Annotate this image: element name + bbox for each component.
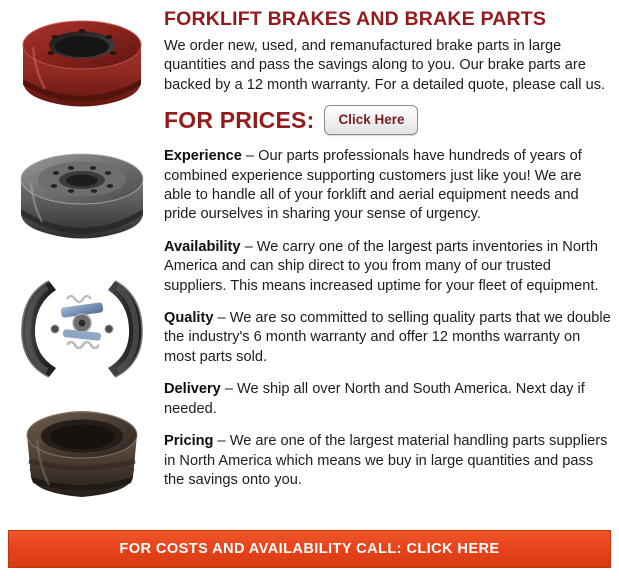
grey-brake-drum-photo <box>8 142 156 260</box>
section-experience <box>164 147 613 225</box>
section-delivery <box>164 380 613 419</box>
red-brake-drum-photo <box>8 6 156 134</box>
section-experience-body: Our parts professionals have hundreds of years of combined experience supporting customers just like you! We are able to handle all of your forklift and aerial equipment needs and pride ourselves in sharing your sense of urgency. <box>164 148 582 223</box>
article-content <box>164 0 613 503</box>
prices-call-to-action <box>164 105 613 135</box>
section-availability <box>164 238 613 296</box>
intro-paragraph: We order new, used, and remanufactured brake parts in large quantities and pass the savings along to you. Our brake parts are backed by a 12 month warranty. For a detailed quote, please call us. <box>164 38 606 93</box>
section-quality-dash: – <box>213 310 230 327</box>
red-brake-drum-illustration <box>9 7 155 133</box>
product-image-column <box>0 0 160 520</box>
section-delivery-dash: – <box>220 381 238 398</box>
brake-shoe-set-photo <box>8 268 156 390</box>
section-quality <box>164 309 613 367</box>
section-quality-body: We are so committed to selling quality parts that we double the industry's 6 month warranty and offer 12 months warranty on most parts sold. <box>164 310 611 365</box>
section-availability-heading: Availability <box>164 238 241 255</box>
section-delivery-heading: Delivery <box>164 381 221 398</box>
for-prices-label: FOR PRICES: <box>164 106 315 133</box>
section-pricing-body: We are one of the largest material handling parts suppliers in North America which means we buy in large quantities and pass the savings onto you. <box>164 433 608 488</box>
dark-brake-drum-illustration <box>9 399 155 519</box>
section-experience-heading: Experience <box>164 148 242 165</box>
page-title: FORKLIFT BRAKES AND BRAKE PARTS <box>164 8 547 30</box>
section-availability-dash: – <box>240 238 257 255</box>
section-availability-body: We carry one of the largest parts inventories in North America and can ship direct to you from many of our trusted suppliers. This means increased uptime for your fleet of equipment. <box>164 238 599 294</box>
footer-call-banner[interactable] <box>8 530 611 568</box>
section-experience-dash: – <box>241 148 259 165</box>
footer-call-banner-label: FOR COSTS AND AVAILABILITY CALL: CLICK HERE <box>119 541 500 557</box>
grey-brake-drum-illustration <box>9 143 155 259</box>
section-pricing-heading: Pricing <box>164 433 214 450</box>
section-pricing <box>164 432 613 490</box>
section-delivery-body: We ship all over North and South America. Next day if needed. <box>164 381 585 417</box>
section-pricing-dash: – <box>213 433 230 450</box>
section-quality-heading: Quality <box>164 310 214 327</box>
click-here-button[interactable]: Click Here <box>324 105 418 135</box>
brake-shoe-set-illustration <box>9 269 155 389</box>
dark-brake-drum-photo <box>8 398 156 520</box>
